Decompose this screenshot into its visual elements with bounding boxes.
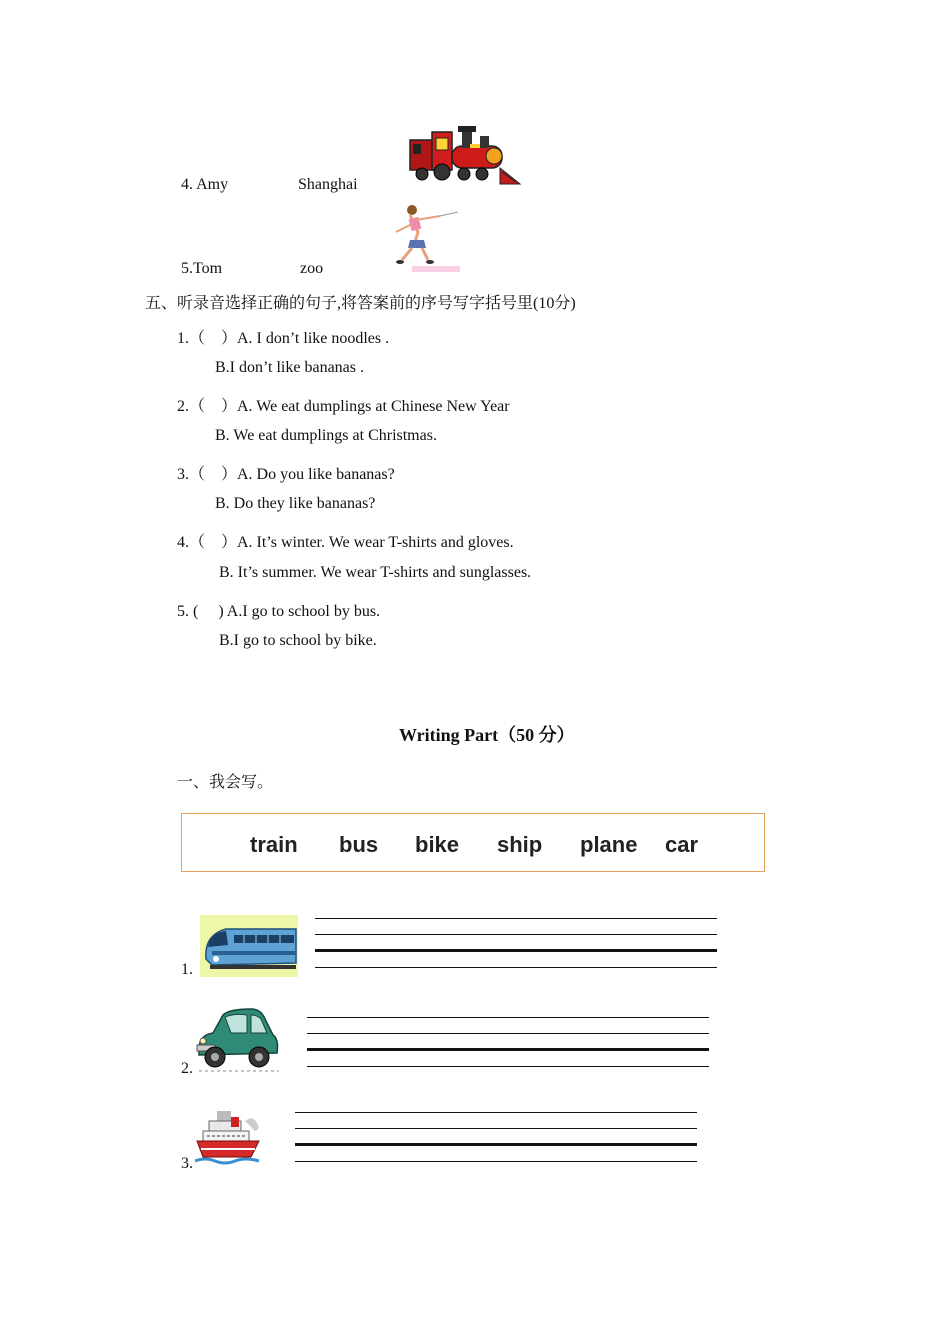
q1-option-a: 1.（ ）A. I don’t like noodles . [177,330,390,347]
q1-option-b: B.I don’t like bananas . [215,359,365,376]
writing-lines-3[interactable] [295,1112,697,1164]
matching-row-5-name: 5.Tom [181,260,223,277]
q5-option-b: B.I go to school by bike. [219,632,377,649]
writing-part-title [399,721,575,747]
q4-option-a: 4.（ ）A. It’s winter. We wear T-shirts and gloves. [177,534,514,551]
word-bank-plane: plane [580,832,638,857]
exercise-2-number: 2. [181,1060,193,1077]
q2-option-b: B. We eat dumplings at Christmas. [215,427,437,444]
q5-option-a: 5. ( ) A.I go to school by bus. [177,603,381,620]
writing-section1-heading: 一、我会写。 [177,774,274,791]
writing-lines-1[interactable] [315,918,717,970]
word-bank-bike: bike [415,832,460,857]
exercise-1-number: 1. [181,961,193,978]
q3-option-a: 3.（ ）A. Do you like bananas? [177,466,395,483]
section5-heading: 五、听录音选择正确的句子,将答案前的序号写字括号里(10分) [145,295,576,312]
walking-girl-picture [388,202,464,274]
matching-row-4-place: Shanghai [298,176,358,193]
matching-row-5-place: zoo [300,260,324,277]
writing-lines-2[interactable] [307,1017,709,1069]
q2-option-a: 2.（ ）A. We eat dumplings at Chinese New Year [177,398,510,415]
steam-train-picture [408,122,524,188]
exercise-3-number: 3. [181,1155,193,1172]
writing-score: （50 分） [498,725,575,745]
q4-option-b: B. It’s summer. We wear T-shirts and sunglasses. [219,564,532,581]
q3-option-b: B. Do they like bananas? [215,495,376,512]
green-car-picture [195,1005,281,1075]
writing-title-text: Writing Part [399,725,499,745]
word-bank-train: train [250,832,298,857]
word-bank-car: car [665,832,699,857]
word-bank-bus: bus [339,832,379,857]
matching-row-4-name: 4. Amy [181,176,229,193]
bullet-train-picture [200,915,298,977]
cruise-ship-picture [195,1107,263,1171]
word-bank-ship: ship [497,832,543,857]
